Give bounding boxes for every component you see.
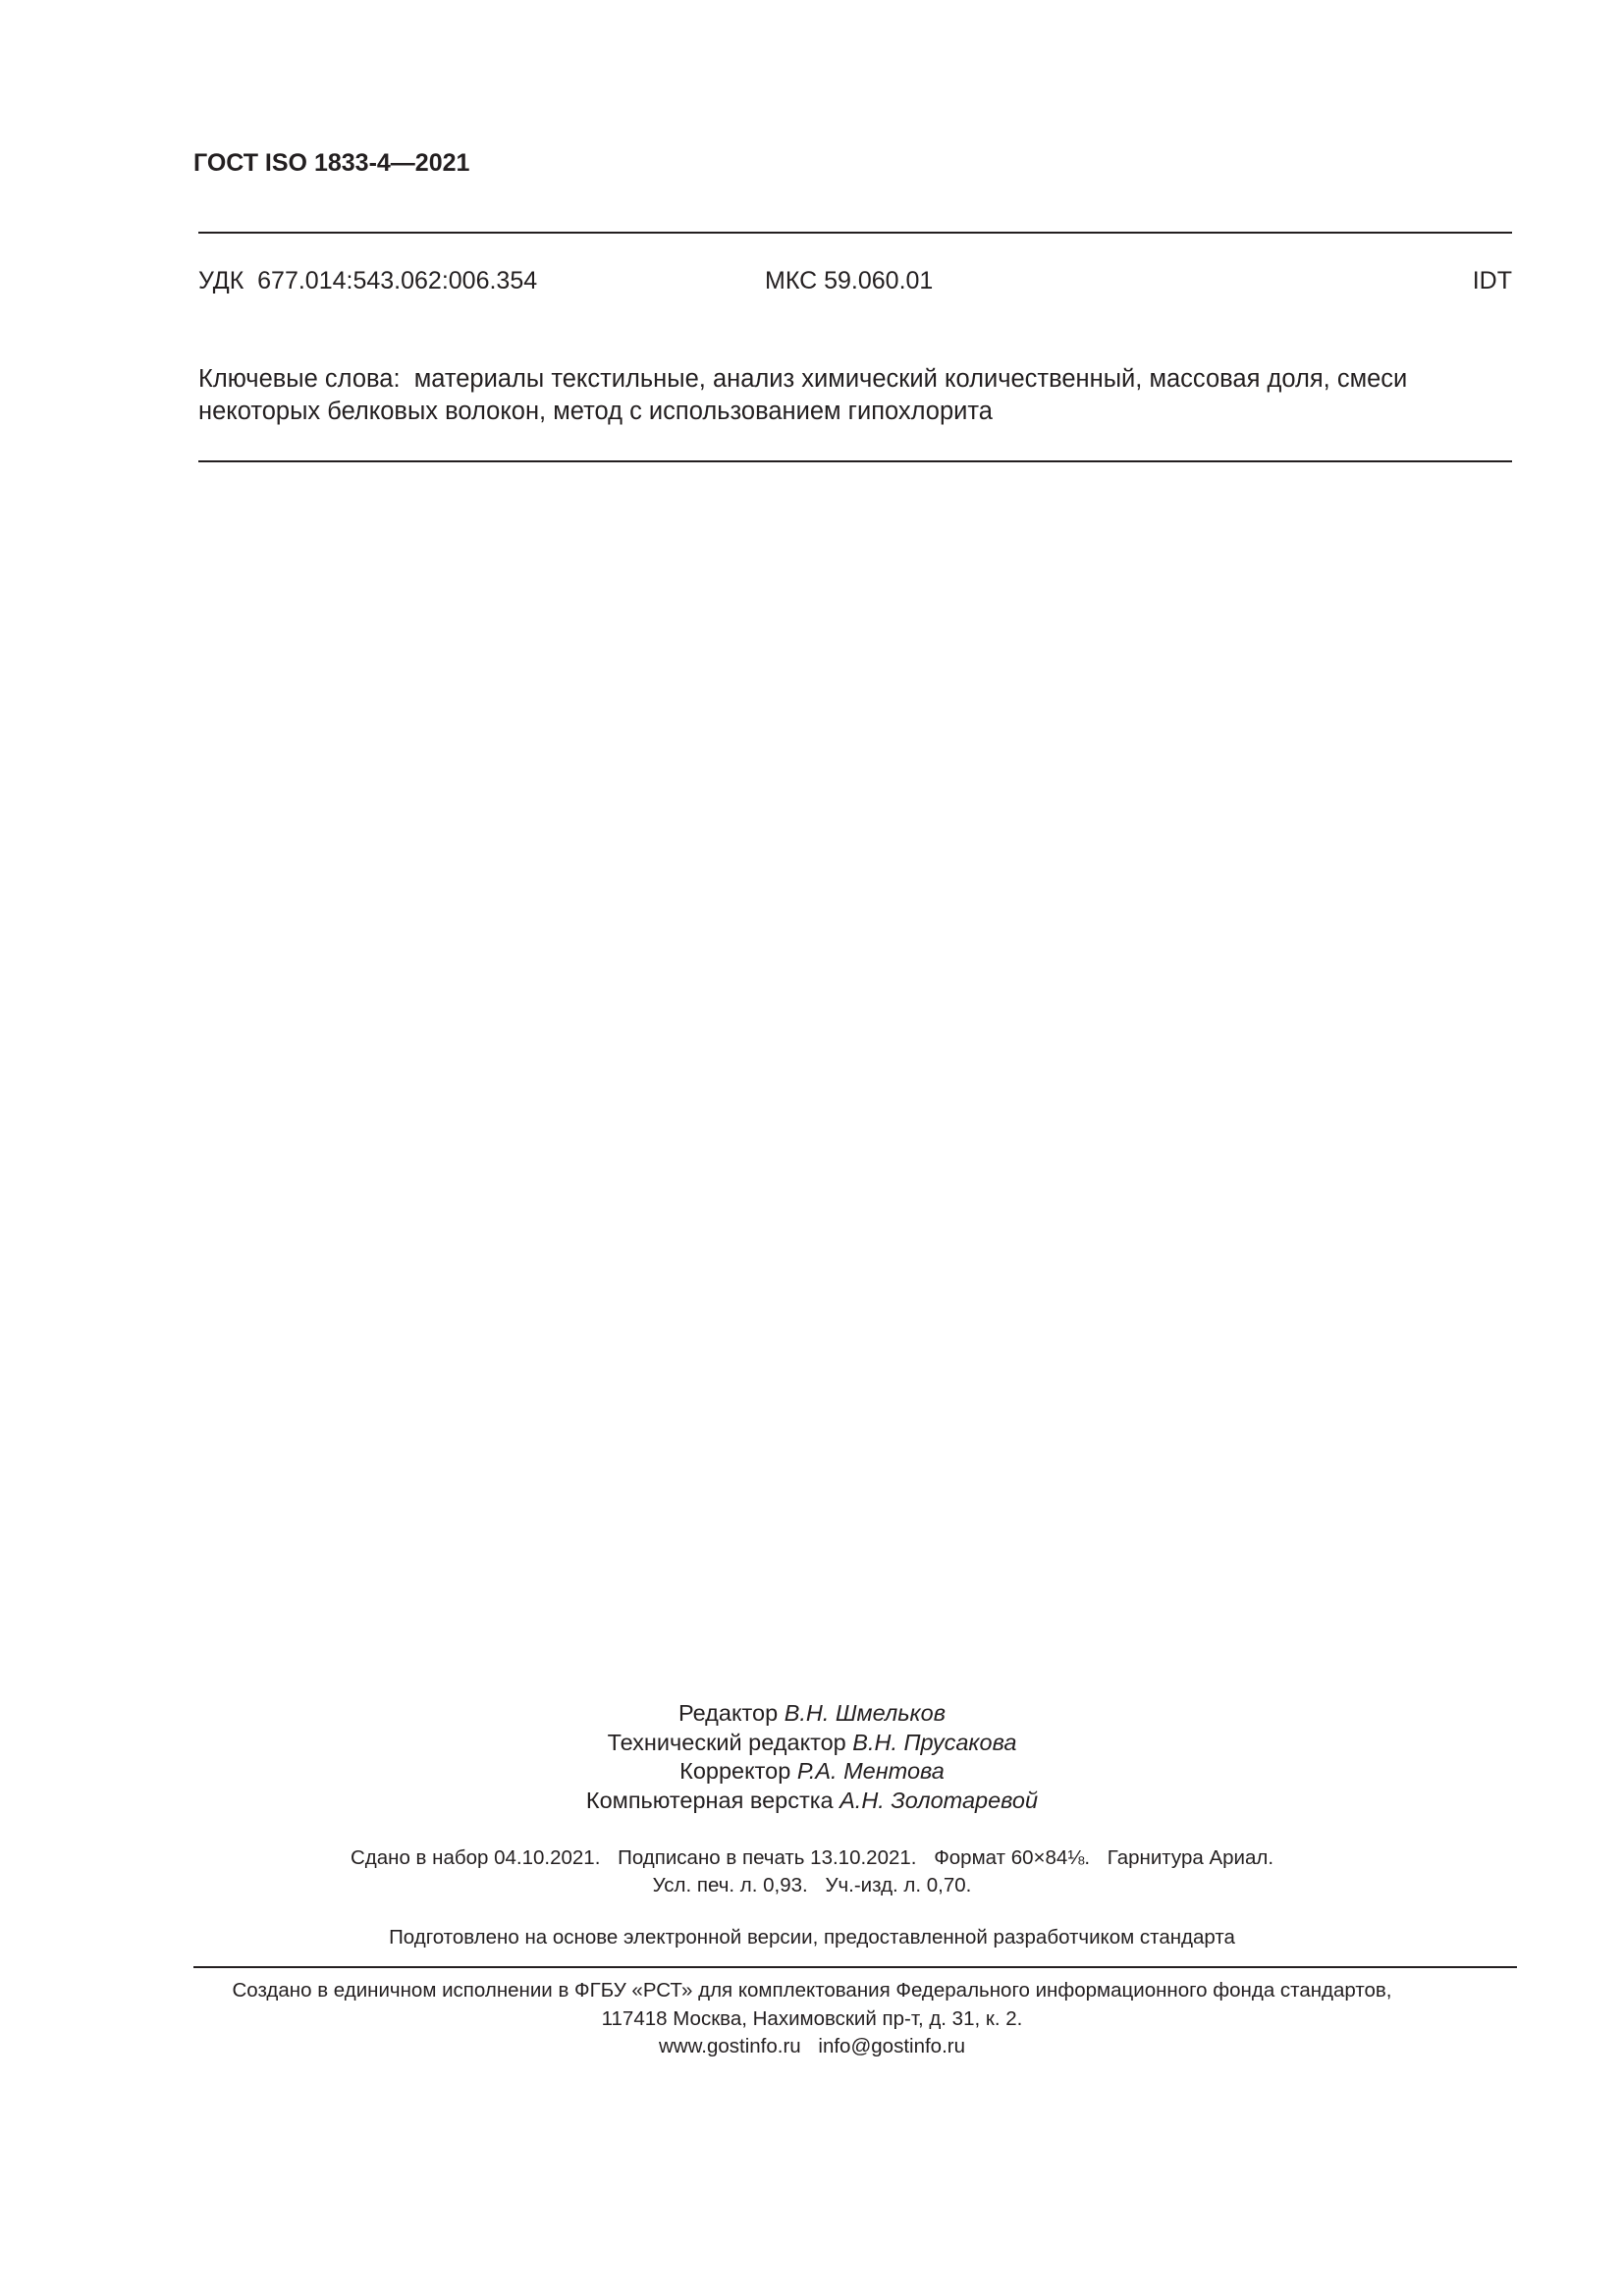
credit-tech-editor (0, 1729, 1624, 1758)
website-link[interactable]: www.gostinfo.ru (659, 2035, 801, 2057)
print-info (0, 1844, 1624, 1899)
credit-role: Редактор (677, 1700, 785, 1726)
classification-row (198, 267, 1512, 300)
prepared-note: Подготовлено на основе электронной версии, предоставленной разработчиком стандарта (389, 1926, 1235, 1949)
typeset-date: Сдано в набор 04.10.2021. (350, 1846, 601, 1869)
credit-name: В.Н. Прусакова (852, 1729, 1017, 1755)
publisher-sheets: Уч.-изд. л. 0,70. (825, 1874, 972, 1896)
equivalence-code: IDT (1472, 267, 1512, 294)
credit-editor (0, 1699, 1624, 1729)
document-code: ГОСТ ISO 1833-4—2021 (193, 149, 470, 177)
email-link[interactable]: info@gostinfo.ru (818, 2035, 965, 2057)
credit-role: Корректор (679, 1758, 797, 1784)
footer-line-1: Создано в единичном исполнении в ФГБУ «РСТ» для комплектования Федерального информационного фонда стандартов, (232, 1979, 1392, 2002)
credits-block (0, 1699, 1624, 1815)
print-sheets: Усл. печ. л. 0,93. (652, 1874, 808, 1896)
mks-code: МКС 59.060.01 (765, 267, 934, 294)
credit-proofreader (0, 1757, 1624, 1787)
credit-role: Компьютерная верстка (585, 1787, 840, 1813)
top-divider (198, 232, 1512, 234)
keywords-divider (198, 460, 1512, 462)
print-info-line-1 (0, 1844, 1624, 1872)
print-info-line-2 (0, 1872, 1624, 1899)
keywords-paragraph: Ключевые слова: материалы текстильные, анализ химический количественный, массовая доля, смеси некоторых белковых волокон, метод с использованием гипохлорита (198, 365, 1415, 425)
typeface: Гарнитура Ариал. (1107, 1846, 1274, 1869)
credit-name: В.Н. Шмельков (784, 1700, 946, 1726)
signed-date: Подписано в печать 13.10.2021. (618, 1846, 917, 1869)
credit-name: А.Н. Золотаревой (839, 1787, 1039, 1813)
udk-code: УДК 677.014:543.062:006.354 (198, 267, 538, 294)
print-format: Формат 60×84⅛. (934, 1846, 1091, 1869)
footer-block (0, 1977, 1624, 2061)
credit-name: Р.А. Ментова (796, 1758, 945, 1784)
credit-role: Технический редактор (607, 1729, 853, 1755)
footer-line-2: 117418 Москва, Нахимовский пр-т, д. 31, к. 2. (601, 2006, 1023, 2030)
footer-divider (193, 1966, 1517, 1968)
credit-layout (0, 1787, 1624, 1816)
footer-contacts (0, 2033, 1624, 2061)
